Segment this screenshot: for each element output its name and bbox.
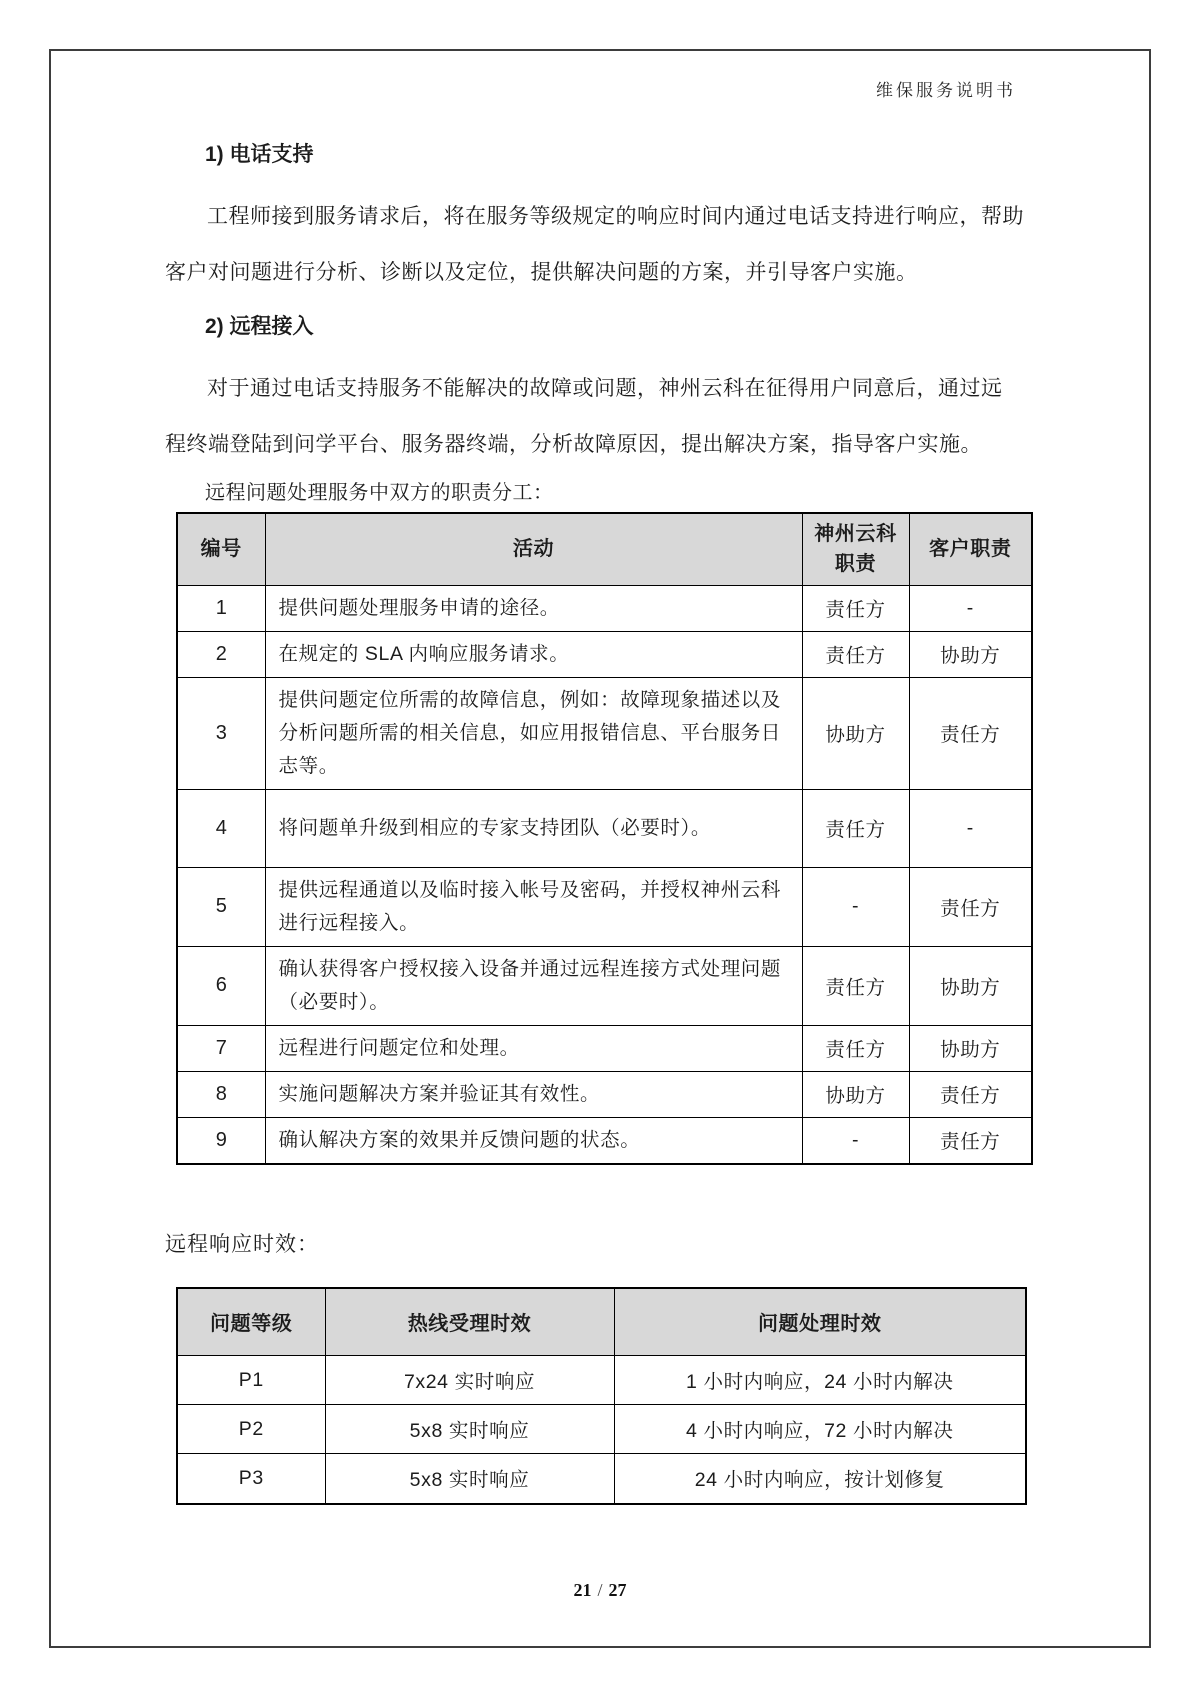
- table-row: [177, 946, 1032, 1025]
- col-header-level: 问题等级: [177, 1288, 325, 1356]
- page-number-separator: /: [597, 1580, 603, 1600]
- cell-activity: 提供问题定位所需的故障信息，例如：故障现象描述以及分析问题所需的相关信息，如应用报错信息、平台服务日志等。: [265, 677, 802, 789]
- table-row: [177, 1356, 1026, 1405]
- cell-customer-role: -: [909, 585, 1032, 631]
- cell-customer-role: 协助方: [909, 946, 1032, 1025]
- cell-yunke-role: -: [802, 867, 909, 946]
- cell-hotline: 5x8 实时响应: [325, 1454, 614, 1504]
- doc-header-title: 维保服务说明书: [876, 81, 1016, 100]
- table-row: [177, 1454, 1026, 1504]
- col-header-handle: 问题处理时效: [614, 1288, 1026, 1356]
- cell-yunke-role: 责任方: [802, 1025, 909, 1071]
- col-header-hotline: 热线受理时效: [325, 1288, 614, 1356]
- table-row: [177, 677, 1032, 789]
- cell-hotline: 5x8 实时响应: [325, 1405, 614, 1454]
- cell-yunke-role: 责任方: [802, 946, 909, 1025]
- cell-activity: 在规定的 SLA 内响应服务请求。: [265, 631, 802, 677]
- table-row: [177, 789, 1032, 867]
- cell-no: 6: [177, 946, 265, 1025]
- responsibility-table: [176, 512, 1033, 1165]
- col-header-activity: 活动: [265, 513, 802, 585]
- table-row: [177, 1117, 1032, 1164]
- sla-section-label: 远程响应时效：: [165, 1232, 319, 1256]
- table-row: [177, 1405, 1026, 1454]
- cell-customer-role: 责任方: [909, 677, 1032, 789]
- table-header-row: [177, 513, 1032, 585]
- cell-handle: 1 小时内响应，24 小时内解决: [614, 1356, 1026, 1405]
- cell-activity: 提供远程通道以及临时接入帐号及密码，并授权神州云科进行远程接入。: [265, 867, 802, 946]
- cell-yunke-role: 协助方: [802, 1071, 909, 1117]
- cell-activity: 提供问题处理服务申请的途径。: [265, 585, 802, 631]
- cell-yunke-role: 协助方: [802, 677, 909, 789]
- cell-yunke-role: 责任方: [802, 585, 909, 631]
- response-time-table: [176, 1287, 1027, 1505]
- cell-no: 5: [177, 867, 265, 946]
- cell-level: P1: [177, 1356, 325, 1405]
- cell-no: 1: [177, 585, 265, 631]
- table-row: [177, 1071, 1032, 1117]
- table-row: [177, 631, 1032, 677]
- cell-level: P3: [177, 1454, 325, 1504]
- cell-activity: 确认获得客户授权接入设备并通过远程连接方式处理问题（必要时）。: [265, 946, 802, 1025]
- cell-customer-role: 责任方: [909, 1071, 1032, 1117]
- col-header-no: 编号: [177, 513, 265, 585]
- cell-yunke-role: 责任方: [802, 789, 909, 867]
- cell-activity: 确认解决方案的效果并反馈问题的状态。: [265, 1117, 802, 1164]
- cell-handle: 24 小时内响应，按计划修复: [614, 1454, 1026, 1504]
- cell-level: P2: [177, 1405, 325, 1454]
- paragraph-line: 工程师接到服务请求后，将在服务等级规定的响应时间内通过电话支持进行响应，帮助: [207, 205, 1024, 228]
- col-header-yunke: [802, 513, 909, 585]
- cell-customer-role: 协助方: [909, 631, 1032, 677]
- cell-yunke-role: 责任方: [802, 631, 909, 677]
- cell-handle: 4 小时内响应，72 小时内解决: [614, 1405, 1026, 1454]
- table-row: [177, 1025, 1032, 1071]
- col-header-yunke-line2: 职责: [834, 553, 877, 576]
- cell-activity: 实施问题解决方案并验证其有效性。: [265, 1071, 802, 1117]
- cell-no: 3: [177, 677, 265, 789]
- cell-activity: 将问题单升级到相应的专家支持团队（必要时）。: [265, 789, 802, 867]
- cell-activity: 远程进行问题定位和处理。: [265, 1025, 802, 1071]
- paragraph-phone-support: [165, 202, 1030, 314]
- section-heading-remote-access: 2) 远程接入: [205, 315, 314, 338]
- cell-no: 9: [177, 1117, 265, 1164]
- paragraph-line: 对于通过电话支持服务不能解决的故障或问题，神州云科在征得用户同意后，通过远: [207, 377, 1003, 400]
- cell-no: 2: [177, 631, 265, 677]
- paragraph-remote-access: [165, 374, 1030, 486]
- cell-no: 4: [177, 789, 265, 867]
- table-row: [177, 867, 1032, 946]
- col-header-yunke-line1: 神州云科: [814, 523, 897, 546]
- table-row: [177, 585, 1032, 631]
- cell-customer-role: 责任方: [909, 1117, 1032, 1164]
- cell-hotline: 7x24 实时响应: [325, 1356, 614, 1405]
- page-content: [165, 76, 1030, 1505]
- cell-no: 7: [177, 1025, 265, 1071]
- cell-customer-role: -: [909, 789, 1032, 867]
- page-footer: [0, 1580, 1200, 1601]
- section-heading-phone-support: 1) 电话支持: [205, 143, 314, 166]
- table-header-row: [177, 1288, 1026, 1356]
- paragraph-line: 程终端登陆到问学平台、服务器终端，分析故障原因，提出解决方案，指导客户实施。: [165, 433, 982, 456]
- paragraph-line: 客户对问题进行分析、诊断以及定位，提供解决问题的方案，并引导客户实施。: [165, 261, 918, 284]
- cell-yunke-role: -: [802, 1117, 909, 1164]
- cell-no: 8: [177, 1071, 265, 1117]
- cell-customer-role: 协助方: [909, 1025, 1032, 1071]
- col-header-customer: 客户职责: [909, 513, 1032, 585]
- page-number-current: 21: [573, 1580, 592, 1600]
- responsibility-table-caption: 远程问题处理服务中双方的职责分工：: [205, 482, 554, 504]
- page-number-total: 27: [608, 1580, 627, 1600]
- cell-customer-role: 责任方: [909, 867, 1032, 946]
